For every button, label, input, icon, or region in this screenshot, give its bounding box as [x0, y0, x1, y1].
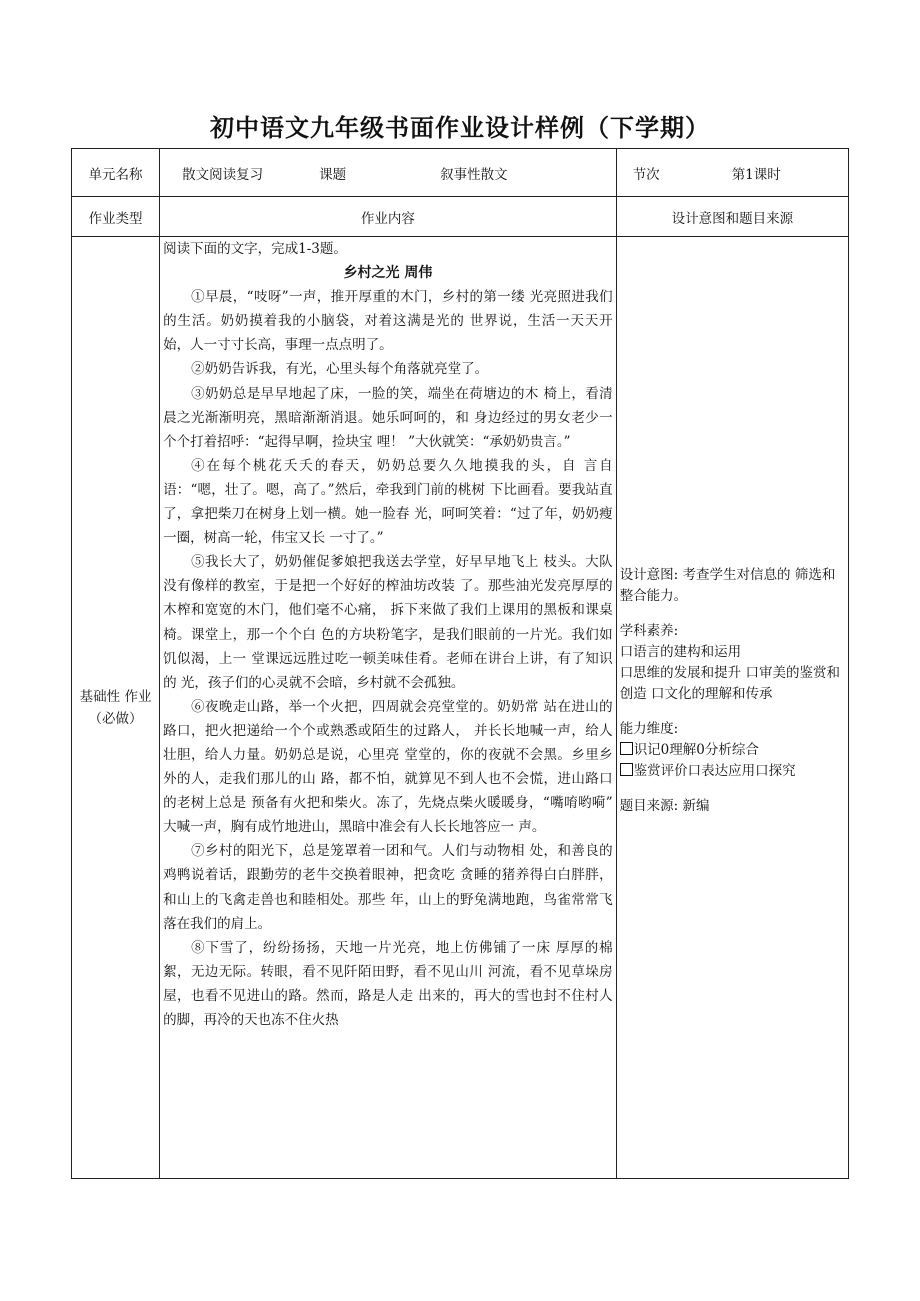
- homework-type-line2: （必做）: [88, 710, 143, 727]
- paragraph-5: ⑤我长大了，奶奶催促爹娘把我送去学堂，好早早地飞上 枝头。大队没有像样的教室，于是把一个好好的榨油坊改装 了。那些油光发亮厚厚的木榨和宽宽的木门，他们毫不心痛， 拆下来做了我们上课用的黑板和课桌椅。课堂上，那一个个白 色的方块粉笔字，是我们眼前的一片光。我们如饥似渴，上一 堂课远远胜过吃一顿美味佳肴。老师在讲台上讲，有了知识的 光，孩子们的心灵就不会暗，乡村就不会孤独。: [163, 554, 613, 691]
- column-intent: 设计意图和题目来源: [616, 197, 848, 237]
- homework-type-cell: [72, 237, 160, 1179]
- checkbox-icon: [620, 742, 633, 755]
- reading-instruction: 阅读下面的文字，完成1-3题。: [163, 241, 347, 257]
- ability-title: 能力维度:: [619, 721, 679, 737]
- homework-table: [71, 148, 849, 1179]
- unit-label-cell: [72, 149, 160, 197]
- article-title: 乡村之光 周伟: [343, 265, 433, 282]
- page-title: 初中语文九年级书面作业设计样例（下学期）: [210, 114, 710, 142]
- ability-line-2: 鉴赏评价口表达应用口探究: [620, 761, 845, 782]
- paragraph-3: ③奶奶总是早早地起了床，一脸的笑，端坐在荷塘边的木 椅上，看清晨之光渐渐明亮，黑暗渐渐消退。她乐呵呵的，和 身边经过的男女老少一个个打着招呼：“起得早啊，捡块宝 哩！ ”大伙就笑：“承奶奶贵言。”: [163, 385, 613, 450]
- intent-spacer: [620, 237, 845, 565]
- homework-type-line1: 基础性 作业: [79, 688, 152, 705]
- paragraph-8: ⑧下雪了，纷纷扬扬，天地一片光亮，地上仿佛铺了一床 厚厚的棉絮，无边无际。转眼，看不见阡陌田野，看不见山川 河流，看不见草垛房屋，也看不见进山的路。然而，路是人走 出来的，再大的雪也封不住村人的脚，再冷的天也冻不住火热: [163, 939, 613, 1028]
- ability-line-1: 识记0理解0分析综合: [620, 740, 845, 761]
- paragraph-2: ②奶奶告诉我，有光，心里头每个角落就亮堂了。: [191, 361, 489, 378]
- header-row: [72, 149, 849, 197]
- design-intent: 设计意图: 考查学生对信息的 筛选和整合能力。: [619, 567, 836, 604]
- question-source: 题目来源: 新编: [619, 798, 710, 814]
- checkbox-icon: [620, 763, 633, 776]
- homework-content-cell: [160, 237, 617, 1179]
- literacy-line-2: 口思维的发展和提升 口审美的鉴赏和创造 口文化的理解和传承: [619, 665, 840, 702]
- session-cell: [616, 149, 848, 197]
- paragraph-7: ⑦乡村的阳光下，总是笼罩着一团和气。人们与动物相 处，和善良的鸡鸭说着话，跟勤劳的老牛交换着眼神，把贪吃 贪睡的猪养得白白胖胖，和山上的飞禽走兽也和睦相处。那些 年，山上的野兔满地跑，鸟雀常常飞落在我们的肩上。: [163, 843, 613, 932]
- topic-value: 叙事性散文: [440, 166, 508, 183]
- column-content: 作业内容: [160, 197, 617, 237]
- topic-label: 课题: [319, 166, 347, 183]
- unit-label: 单元名称: [88, 166, 143, 183]
- paragraph-6: ⑥夜晚走山路，举一个火把，四周就会亮堂堂的。奶奶常 站在进山的路口，把火把递给一个个或熟悉或陌生的过路人， 并长长地喊一声，给人壮胆，给人力量。奶奶总是说，心里亮 堂堂的，你的夜就不会黑。乡里乡外的人，走我们那儿的山 路，都不怕，就算见不到人也不会慌，进山路口的老树上总是 预备有火把和柴火。冻了，先烧点柴火暖暖身，“嘴唷哟嗬” 大喊一声，胸有成竹地进山，黑暗中准会有人长长地答应一 声。: [163, 698, 613, 836]
- unit-value: 散文阅读复习: [182, 166, 264, 183]
- homework-row: [72, 237, 849, 1179]
- paragraph-4: ④在每个桃花夭夭的春天，奶奶总要久久地摸我的头，自 言自语：“嗯，壮了。嗯，高了。”然后，牵我到门前的桃树 下比画看。要我站直了，拿把柴刀在树身上划一横。她一脸春 光，呵呵笑着：“过了年，奶奶瘦一圈，树高一轮，伟宝又长 一寸了。”: [163, 457, 613, 547]
- paragraph-1: ①早晨，“吱呀”一声，推开厚重的木门，乡村的第一缕 光亮照进我们的生活。奶奶摸着我的小脑袋，对着这满是光的 世界说，生活一天天开始，人一寸寸长高，事理一点点明了。: [163, 289, 613, 354]
- unit-info-cell: [160, 149, 617, 197]
- column-header-row: [72, 197, 849, 237]
- literacy-title: 学科素养:: [619, 623, 679, 639]
- intent-cell: [616, 237, 848, 1179]
- session-label: 节次: [632, 166, 660, 183]
- literacy-line-1: 口语言的建构和运用: [619, 644, 742, 660]
- column-type: 作业类型: [72, 197, 160, 237]
- session-value: 第1课时: [731, 166, 781, 183]
